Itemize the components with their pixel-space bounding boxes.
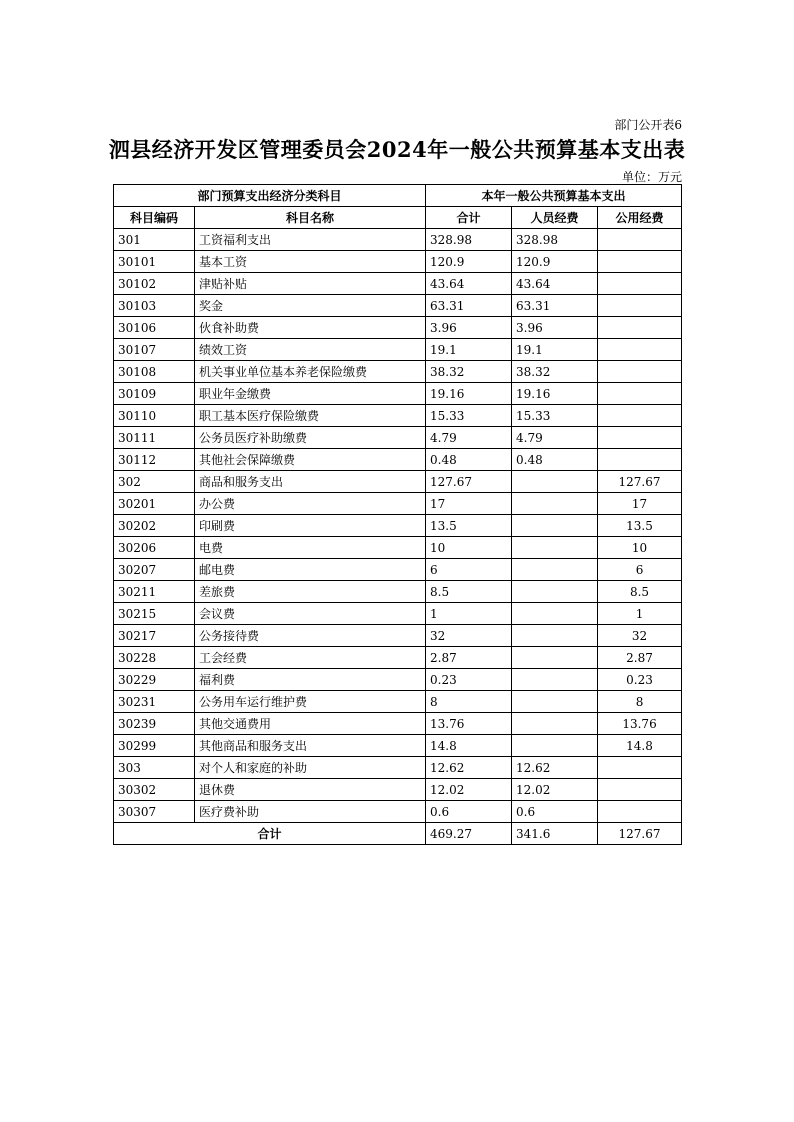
cell-public xyxy=(598,801,682,823)
table-row xyxy=(114,647,682,669)
cell-public: 13.5 xyxy=(598,515,682,537)
cell-code: 30101 xyxy=(114,251,195,273)
cell-code: 30206 xyxy=(114,537,195,559)
cell-total: 17 xyxy=(426,493,512,515)
table-row xyxy=(114,625,682,647)
cell-personnel: 0.48 xyxy=(512,449,598,471)
cell-name: 印刷费 xyxy=(195,515,426,537)
cell-code: 30110 xyxy=(114,405,195,427)
cell-personnel xyxy=(512,625,598,647)
cell-personnel xyxy=(512,559,598,581)
cell-code: 30239 xyxy=(114,713,195,735)
cell-total: 43.64 xyxy=(426,273,512,295)
cell-personnel xyxy=(512,537,598,559)
cell-public: 8 xyxy=(598,691,682,713)
table-row xyxy=(114,427,682,449)
cell-name: 其他社会保障缴费 xyxy=(195,449,426,471)
cell-total: 19.1 xyxy=(426,339,512,361)
cell-personnel: 3.96 xyxy=(512,317,598,339)
cell-personnel xyxy=(512,647,598,669)
cell-name: 工会经费 xyxy=(195,647,426,669)
cell-code: 30106 xyxy=(114,317,195,339)
cell-code: 30207 xyxy=(114,559,195,581)
cell-total: 0.48 xyxy=(426,449,512,471)
cell-total: 13.5 xyxy=(426,515,512,537)
cell-name: 差旅费 xyxy=(195,581,426,603)
cell-total: 3.96 xyxy=(426,317,512,339)
cell-personnel: 19.1 xyxy=(512,339,598,361)
cell-personnel xyxy=(512,669,598,691)
table-row xyxy=(114,515,682,537)
cell-personnel: 12.62 xyxy=(512,757,598,779)
cell-total: 13.76 xyxy=(426,713,512,735)
total-cell-public: 127.67 xyxy=(598,823,682,845)
cell-public: 0.23 xyxy=(598,669,682,691)
column-header-name: 科目名称 xyxy=(195,207,426,229)
table-body xyxy=(114,229,682,823)
cell-code: 30102 xyxy=(114,273,195,295)
cell-name: 其他交通费用 xyxy=(195,713,426,735)
cell-personnel xyxy=(512,603,598,625)
cell-public: 14.8 xyxy=(598,735,682,757)
total-label: 合计 xyxy=(114,823,426,845)
cell-name: 伙食补助费 xyxy=(195,317,426,339)
cell-name: 公务员医疗补助缴费 xyxy=(195,427,426,449)
cell-public xyxy=(598,317,682,339)
cell-name: 医疗费补助 xyxy=(195,801,426,823)
cell-code: 30302 xyxy=(114,779,195,801)
cell-public: 10 xyxy=(598,537,682,559)
cell-total: 63.31 xyxy=(426,295,512,317)
cell-total: 0.6 xyxy=(426,801,512,823)
column-header-public: 公用经费 xyxy=(598,207,682,229)
table-row xyxy=(114,471,682,493)
cell-total: 8 xyxy=(426,691,512,713)
table-row xyxy=(114,537,682,559)
cell-personnel xyxy=(512,471,598,493)
table-group-header-row xyxy=(114,185,682,207)
cell-code: 30108 xyxy=(114,361,195,383)
cell-name: 机关事业单位基本养老保险缴费 xyxy=(195,361,426,383)
cell-name: 公务用车运行维护费 xyxy=(195,691,426,713)
table-row xyxy=(114,779,682,801)
cell-public: 13.76 xyxy=(598,713,682,735)
table-row xyxy=(114,757,682,779)
cell-public: 2.87 xyxy=(598,647,682,669)
table-row xyxy=(114,449,682,471)
form-number: 部门公开表6 xyxy=(614,118,682,132)
cell-personnel: 15.33 xyxy=(512,405,598,427)
cell-code: 30202 xyxy=(114,515,195,537)
cell-total: 127.67 xyxy=(426,471,512,493)
cell-personnel xyxy=(512,581,598,603)
cell-code: 30217 xyxy=(114,625,195,647)
cell-total: 32 xyxy=(426,625,512,647)
total-cell-total: 469.27 xyxy=(426,823,512,845)
table-row xyxy=(114,229,682,251)
cell-public: 8.5 xyxy=(598,581,682,603)
cell-name: 会议费 xyxy=(195,603,426,625)
budget-table xyxy=(113,184,682,845)
cell-code: 30111 xyxy=(114,427,195,449)
page-title: 泗县经济开发区管理委员会2024年一般公共预算基本支出表 xyxy=(108,137,686,162)
cell-code: 30307 xyxy=(114,801,195,823)
total-cell-personnel: 341.6 xyxy=(512,823,598,845)
cell-public: 32 xyxy=(598,625,682,647)
table-row xyxy=(114,691,682,713)
group-header-basic-expenditure: 本年一般公共预算基本支出 xyxy=(426,185,682,207)
cell-public: 6 xyxy=(598,559,682,581)
cell-total: 10 xyxy=(426,537,512,559)
table-row xyxy=(114,383,682,405)
cell-total: 12.62 xyxy=(426,757,512,779)
cell-name: 津贴补贴 xyxy=(195,273,426,295)
cell-personnel: 63.31 xyxy=(512,295,598,317)
cell-public xyxy=(598,273,682,295)
cell-personnel: 43.64 xyxy=(512,273,598,295)
cell-code: 30211 xyxy=(114,581,195,603)
cell-name: 商品和服务支出 xyxy=(195,471,426,493)
cell-code: 30107 xyxy=(114,339,195,361)
cell-name: 其他商品和服务支出 xyxy=(195,735,426,757)
table-row xyxy=(114,361,682,383)
cell-code: 30231 xyxy=(114,691,195,713)
column-header-code: 科目编码 xyxy=(114,207,195,229)
cell-total: 12.02 xyxy=(426,779,512,801)
cell-total: 8.5 xyxy=(426,581,512,603)
column-header-personnel: 人员经费 xyxy=(512,207,598,229)
table-column-header-row xyxy=(114,207,682,229)
cell-public xyxy=(598,361,682,383)
group-header-classification: 部门预算支出经济分类科目 xyxy=(114,185,426,207)
cell-public xyxy=(598,449,682,471)
cell-total: 120.9 xyxy=(426,251,512,273)
table-row xyxy=(114,669,682,691)
cell-personnel xyxy=(512,735,598,757)
cell-personnel xyxy=(512,493,598,515)
cell-name: 奖金 xyxy=(195,295,426,317)
cell-personnel xyxy=(512,515,598,537)
cell-personnel: 19.16 xyxy=(512,383,598,405)
cell-code: 30215 xyxy=(114,603,195,625)
table-row xyxy=(114,603,682,625)
cell-total: 1 xyxy=(426,603,512,625)
cell-personnel xyxy=(512,713,598,735)
cell-public xyxy=(598,295,682,317)
cell-code: 302 xyxy=(114,471,195,493)
cell-total: 6 xyxy=(426,559,512,581)
cell-total: 328.98 xyxy=(426,229,512,251)
cell-total: 38.32 xyxy=(426,361,512,383)
cell-name: 绩效工资 xyxy=(195,339,426,361)
cell-name: 办公费 xyxy=(195,493,426,515)
cell-name: 对个人和家庭的补助 xyxy=(195,757,426,779)
table-row xyxy=(114,735,682,757)
cell-public xyxy=(598,405,682,427)
cell-name: 基本工资 xyxy=(195,251,426,273)
cell-code: 301 xyxy=(114,229,195,251)
cell-public xyxy=(598,383,682,405)
cell-code: 303 xyxy=(114,757,195,779)
cell-public xyxy=(598,229,682,251)
cell-name: 职工基本医疗保险缴费 xyxy=(195,405,426,427)
cell-name: 公务接待费 xyxy=(195,625,426,647)
cell-public: 127.67 xyxy=(598,471,682,493)
cell-code: 30103 xyxy=(114,295,195,317)
cell-name: 福利费 xyxy=(195,669,426,691)
table-row xyxy=(114,339,682,361)
cell-public xyxy=(598,427,682,449)
cell-public: 17 xyxy=(598,493,682,515)
cell-personnel: 38.32 xyxy=(512,361,598,383)
table-row xyxy=(114,493,682,515)
cell-name: 电费 xyxy=(195,537,426,559)
cell-total: 0.23 xyxy=(426,669,512,691)
table-row xyxy=(114,801,682,823)
cell-total: 2.87 xyxy=(426,647,512,669)
cell-public xyxy=(598,779,682,801)
table-row xyxy=(114,317,682,339)
cell-name: 退休费 xyxy=(195,779,426,801)
cell-code: 30228 xyxy=(114,647,195,669)
table-row xyxy=(114,405,682,427)
cell-public xyxy=(598,757,682,779)
cell-personnel: 120.9 xyxy=(512,251,598,273)
cell-public: 1 xyxy=(598,603,682,625)
cell-personnel: 12.02 xyxy=(512,779,598,801)
cell-personnel xyxy=(512,691,598,713)
cell-total: 4.79 xyxy=(426,427,512,449)
unit-label: 单位：万元 xyxy=(621,170,682,184)
cell-name: 职业年金缴费 xyxy=(195,383,426,405)
cell-total: 15.33 xyxy=(426,405,512,427)
cell-code: 30109 xyxy=(114,383,195,405)
table-row xyxy=(114,295,682,317)
table-row xyxy=(114,273,682,295)
cell-personnel: 4.79 xyxy=(512,427,598,449)
table-row xyxy=(114,559,682,581)
cell-total: 14.8 xyxy=(426,735,512,757)
cell-code: 30112 xyxy=(114,449,195,471)
cell-name: 邮电费 xyxy=(195,559,426,581)
cell-public xyxy=(598,339,682,361)
cell-name: 工资福利支出 xyxy=(195,229,426,251)
cell-code: 30229 xyxy=(114,669,195,691)
table-row xyxy=(114,581,682,603)
table-row xyxy=(114,713,682,735)
column-header-total: 合计 xyxy=(426,207,512,229)
cell-personnel: 328.98 xyxy=(512,229,598,251)
cell-total: 19.16 xyxy=(426,383,512,405)
table-total-row xyxy=(114,823,682,845)
cell-personnel: 0.6 xyxy=(512,801,598,823)
table-row xyxy=(114,251,682,273)
cell-code: 30299 xyxy=(114,735,195,757)
cell-public xyxy=(598,251,682,273)
cell-code: 30201 xyxy=(114,493,195,515)
